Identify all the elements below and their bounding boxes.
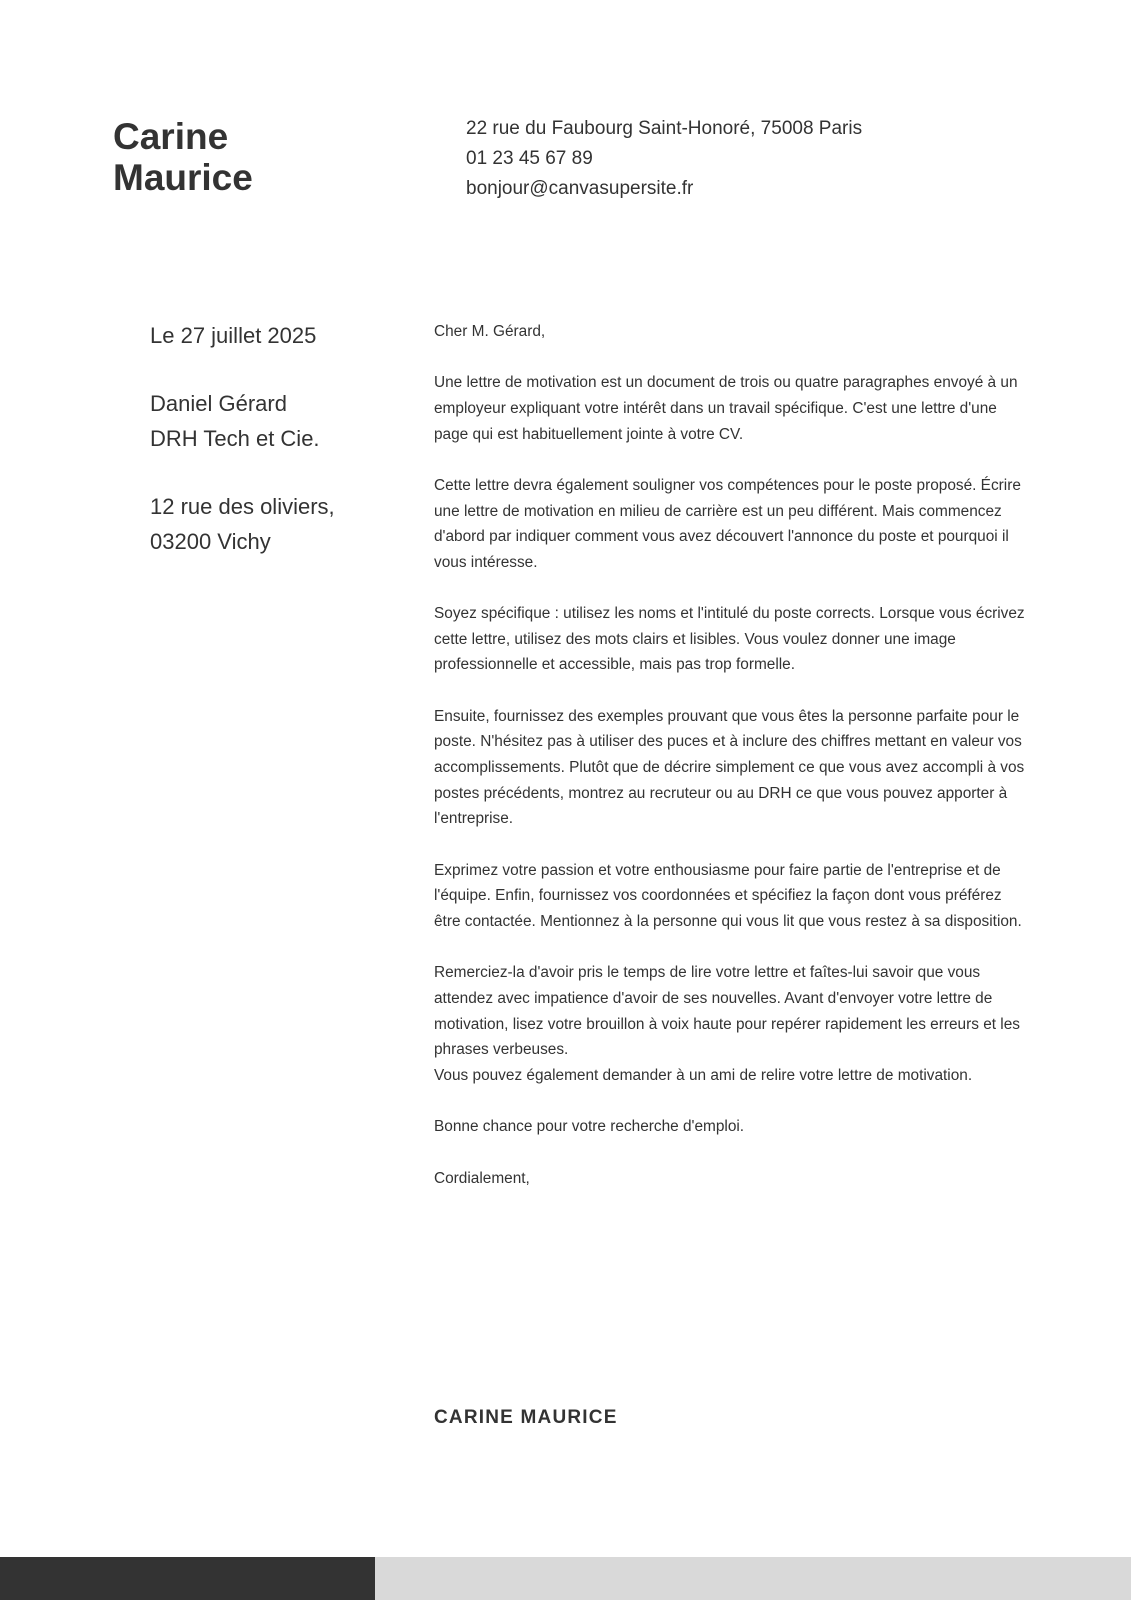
sender-contact-block <box>466 114 862 204</box>
letter-date: Le 27 juillet 2025 <box>150 323 317 348</box>
sender-address: 22 rue du Faubourg Saint-Honoré, 75008 Paris <box>466 118 863 139</box>
sender-phone: 01 23 45 67 89 <box>466 148 593 169</box>
letter-paragraph-2: Cette lettre devra également souligner vos compétences pour le poste proposé. Écrire une lettre de motivation en milieu de carrière est un peu différent. Mais commencez d'abord par indiquer comment vous avez découvert l'annonce du poste et pourquoi il vous intéresse. <box>434 476 1021 571</box>
sender-last-name: Maurice <box>113 157 253 198</box>
recipient-title: DRH Tech et Cie. <box>150 426 320 451</box>
sender-first-name: Carine <box>113 116 229 157</box>
letter-paragraph-7: Vous pouvez également demander à un ami de relire votre lettre de motivation. <box>434 1066 973 1084</box>
letter-paragraph-6: Remerciez-la d'avoir pris le temps de lire votre lettre et faîtes-lui savoir que vous attendez avec impatience d'avoir de ses nouvelles. Avant d'envoyer votre lettre de motivation, lisez votre brouillon à voix haute pour repérer rapidement les erreurs et les phrases verbeuses. <box>434 964 1020 1059</box>
letter-closing: Cordialement, <box>434 1169 530 1187</box>
letter-greeting: Cher M. Gérard, <box>434 323 546 340</box>
footer-bar-light <box>375 1557 1131 1600</box>
recipient-address <box>150 489 410 559</box>
signature-name: CARINE MAURICE <box>434 1407 618 1428</box>
sender-email: bonjour@canvasupersite.fr <box>466 178 694 199</box>
footer-bar-dark <box>0 1557 375 1600</box>
recipient-sidebar <box>150 318 410 559</box>
letter-paragraph-3: Soyez spécifique : utilisez les noms et l'intitulé du poste corrects. Lorsque vous écrivez cette lettre, utilisez des mots clairs et lisibles. Vous voulez donner une image professionnelle et accessible, mais pas trop formelle. <box>434 605 1025 674</box>
letter-paragraph-5: Exprimez votre passion et votre enthousiasme pour faire partie de l'entreprise et de l'équipe. Enfin, fournissez vos coordonnées et spécifiez la façon dont vous préférez être contactée. Mentionnez à la personne qui vous lit que vous restez à sa disposition. <box>434 861 1022 931</box>
sender-name <box>113 116 373 198</box>
recipient-name: Daniel Gérard <box>150 391 287 416</box>
letter-paragraph-8: Bonne chance pour votre recherche d'emploi. <box>434 1118 745 1136</box>
recipient-address-line2: 03200 Vichy <box>150 529 271 554</box>
letter-paragraph-4: Ensuite, fournissez des exemples prouvant que vous êtes la personne parfaite pour le poste. N'hésitez pas à utiliser des puces et à inclure des chiffres mettant en valeur vos accomplissements. Plutôt que de décrire simplement ce que vous avez accompli à vos postes précédents, montrez au recruteur ou au DRH ce que vous pouvez apporter à l'entreprise. <box>434 707 1025 828</box>
recipient-block <box>150 386 410 456</box>
recipient-address-line1: 12 rue des oliviers, <box>150 494 335 519</box>
letter-body <box>434 319 1032 1428</box>
letter-paragraph-1: Une lettre de motivation est un document de trois ou quatre paragraphes envoyé à un employeur expliquant votre intérêt dans un travail spécifique. C'est une lettre d'une page qui est habituellement jointe à votre CV. <box>434 374 1018 443</box>
